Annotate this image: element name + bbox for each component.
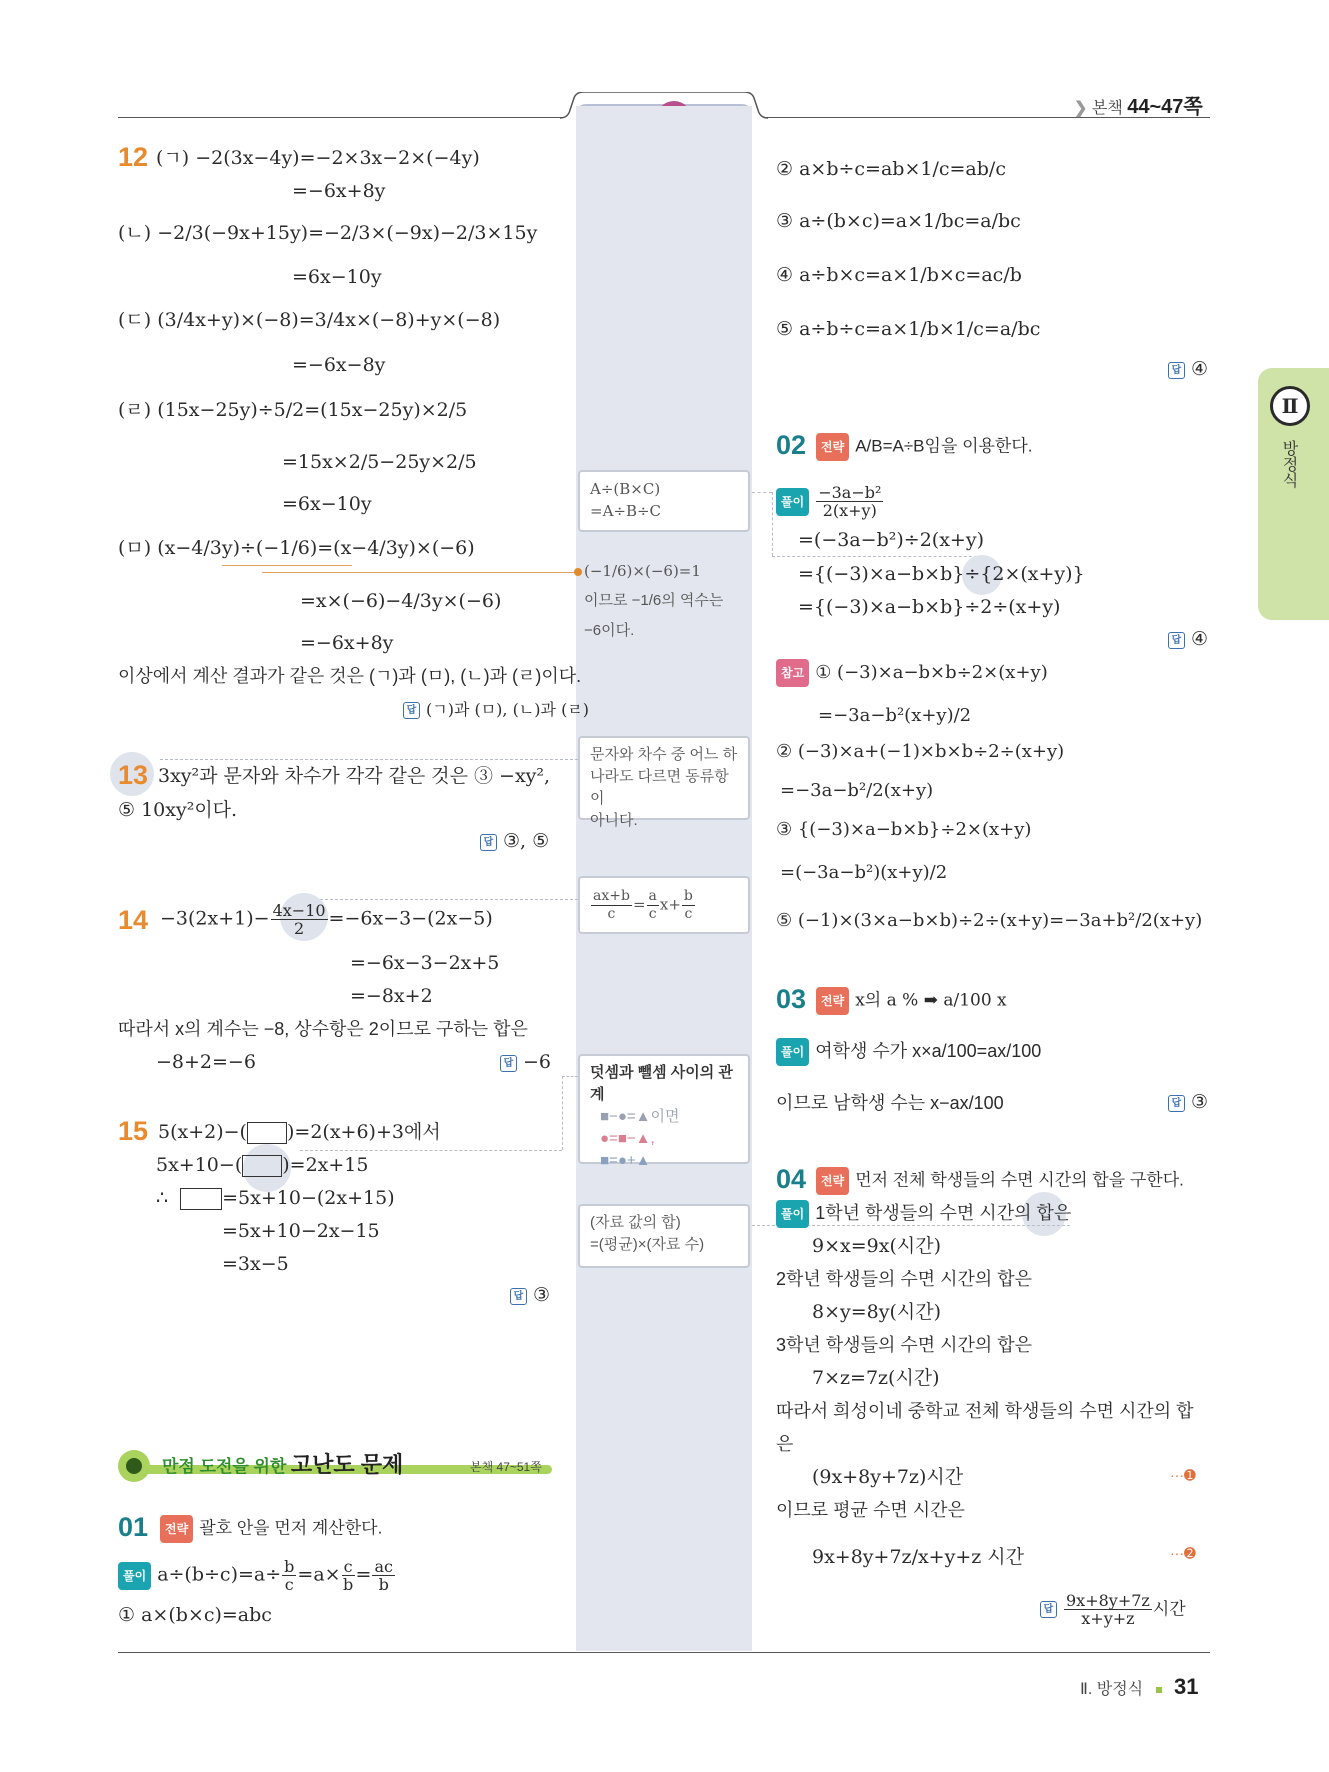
q01-item-4: ④ a÷b×c=a×1/b×c=ac/b bbox=[776, 264, 1022, 286]
note-reciprocal bbox=[584, 556, 750, 646]
q14-line-3: =−8x+2 bbox=[350, 985, 433, 1007]
q04-answer-frac bbox=[1064, 1592, 1152, 1627]
frac-num: c bbox=[343, 1557, 353, 1576]
q15-line-1 bbox=[158, 1119, 441, 1145]
q12-number: 12 bbox=[118, 142, 149, 172]
frac-num: b bbox=[284, 1557, 295, 1576]
note-5-line-1: ■−●=▲이면 bbox=[600, 1108, 680, 1125]
q02-solution-head bbox=[776, 484, 884, 519]
reference-tag: 참고 bbox=[776, 659, 809, 687]
solution-tag: 풀이 bbox=[776, 1200, 809, 1228]
q14-line-2: =−6x−3−2x+5 bbox=[350, 952, 500, 974]
q15-line-3b: =5x+10−(2x+15) bbox=[222, 1187, 395, 1209]
q04-answer bbox=[1040, 1592, 1186, 1627]
q12-line-6: =−6x−8y bbox=[292, 354, 386, 376]
q04-mark-2: ···➋ bbox=[1170, 1545, 1196, 1561]
q15-line-2b: )=2x+15 bbox=[282, 1154, 369, 1176]
q15-connector-top bbox=[562, 1076, 578, 1077]
q14-connector bbox=[300, 899, 578, 900]
q04-line-3: 2학년 학생들의 수면 시간의 합은 bbox=[776, 1269, 1033, 1289]
q01-strategy-text: 괄호 안을 먼저 계산한다. bbox=[199, 1518, 383, 1538]
q02-answer-text: ④ bbox=[1191, 628, 1209, 650]
note-4-x: x+ bbox=[659, 895, 681, 914]
q02-number: 02 bbox=[776, 430, 807, 460]
q02-strategy-text: A/B=A÷B임을 이용한다. bbox=[855, 436, 1033, 456]
q12-line-12: =−6x+8y bbox=[300, 632, 394, 654]
q01-frac-3 bbox=[372, 1558, 395, 1593]
q13-number: 13 bbox=[118, 760, 149, 790]
footer-rule bbox=[118, 1652, 1210, 1653]
q12-line-4: =6x−10y bbox=[292, 266, 382, 288]
q04-line-10: 이므로 평균 수면 시간은 bbox=[776, 1500, 965, 1520]
q12-pointer bbox=[262, 572, 580, 573]
strategy-tag: 전략 bbox=[816, 1167, 849, 1195]
q02-line-1: =(−3a−b²)÷2(x+y) bbox=[798, 529, 984, 551]
frac-num: 9x+8y+7z bbox=[1066, 1591, 1150, 1610]
q12-line-3: (ㄴ) −2/3(−9x+15y)=−2/3×(−9x)−2/3×15y bbox=[118, 222, 538, 244]
q15-connector bbox=[300, 1150, 562, 1151]
q15-answer-text: ③ bbox=[533, 1284, 551, 1306]
strategy-tag: 전략 bbox=[816, 987, 849, 1015]
q04-strategy bbox=[816, 1167, 1184, 1195]
q12-line-9: =6x−10y bbox=[282, 493, 372, 515]
footer-chapter: Ⅱ. 방정식 bbox=[1080, 1681, 1144, 1698]
solution-tag: 풀이 bbox=[118, 1562, 151, 1590]
note-5-line-2: ●=■−▲, bbox=[600, 1130, 655, 1147]
footer-separator bbox=[1156, 1687, 1162, 1693]
q15-line-3 bbox=[156, 1185, 395, 1211]
answer-icon: 답 bbox=[1040, 1601, 1057, 1618]
strategy-tag: 전략 bbox=[816, 433, 849, 461]
q04-strategy-text: 먼저 전체 학생들의 수면 시간의 합을 구한다. bbox=[855, 1170, 1184, 1190]
q02-ref-1 bbox=[776, 659, 1048, 687]
frac-den: b bbox=[342, 1575, 354, 1594]
q14-line-1 bbox=[160, 902, 493, 937]
q12-line-7: (ㄹ) (15x−25y)÷5/2=(15x−25y)×2/5 bbox=[118, 399, 468, 421]
q03-line-2: 이므로 남학생 수는 x−ax/100 bbox=[776, 1093, 1004, 1113]
q02-ref-6: =(−3a−b²)(x+y)/2 bbox=[780, 862, 948, 883]
answer-icon: 답 bbox=[510, 1288, 527, 1305]
page-ref-pages: 44~47쪽 bbox=[1127, 96, 1203, 118]
note-4-eq: = bbox=[632, 895, 646, 914]
note-average bbox=[578, 1204, 750, 1268]
q02-ref-7: ⑤ (−1)×(3×a−b×b)÷2÷(x+y)=−3a+b²/2(x+y) bbox=[776, 910, 1203, 931]
q04-line-2: 9×x=9x(시간) bbox=[812, 1235, 941, 1257]
note-division-rule bbox=[578, 470, 750, 532]
q14-answer-text: −6 bbox=[523, 1051, 552, 1073]
section-title bbox=[162, 1448, 403, 1479]
section-title-a: 만점 도전을 위한 bbox=[162, 1457, 287, 1476]
q02-ref-4: =−3a−b²/2(x+y) bbox=[780, 780, 934, 801]
q13-answer bbox=[480, 830, 549, 852]
q15-number: 15 bbox=[118, 1116, 149, 1146]
frac-den: c bbox=[607, 906, 616, 922]
frac-num: −3a−b² bbox=[818, 483, 882, 502]
q03-answer bbox=[1168, 1091, 1208, 1113]
q03-answer-text: ③ bbox=[1191, 1091, 1209, 1113]
note-3-line-1: 문자와 차수 중 어느 하 bbox=[590, 746, 738, 763]
note-1-line-2: =A÷B÷C bbox=[590, 502, 662, 520]
solution-tag: 풀이 bbox=[776, 488, 809, 516]
q12-line-10: (ㅁ) (x−4/3y)÷(−1/6)=(x−4/3y)×(−6) bbox=[118, 537, 475, 559]
note-4-frac-1 bbox=[591, 888, 632, 923]
chapter-numeral: Ⅱ bbox=[1270, 386, 1310, 426]
q04-answer-unit: 시간 bbox=[1152, 1599, 1186, 1619]
q14-fraction bbox=[271, 902, 328, 937]
page-number: 31 bbox=[1174, 1674, 1199, 1699]
solution-tag: 풀이 bbox=[776, 1038, 809, 1066]
note-2-line-1: (−1/6)×(−6)=1 bbox=[584, 562, 701, 580]
note-2-line-3: −6이다. bbox=[584, 622, 635, 639]
q04-line-5: 3학년 학생들의 수면 시간의 합은 bbox=[776, 1335, 1033, 1355]
frac-den: 2(x+y) bbox=[822, 501, 877, 520]
note-5-title: 덧셈과 뺄셈 사이의 관계 bbox=[590, 1064, 733, 1103]
q15-connector-v bbox=[562, 1076, 563, 1150]
q14-line-1a: −3(2x+1)− bbox=[160, 907, 270, 930]
q03-strategy bbox=[816, 987, 1007, 1015]
q15-therefore: ∴ bbox=[156, 1187, 169, 1209]
q04-line-11: 9x+8y+7z/x+y+z 시간 bbox=[812, 1546, 1025, 1568]
q02-connector bbox=[752, 492, 772, 493]
q14-line-1b: =−6x−3−(2x−5) bbox=[328, 907, 493, 930]
note-5-line-3: ■=●+▲ bbox=[600, 1152, 651, 1169]
q01-frac-1 bbox=[282, 1558, 296, 1593]
frac-den: c bbox=[648, 906, 657, 922]
answer-icon: 답 bbox=[480, 834, 497, 851]
blank-box bbox=[247, 1122, 287, 1144]
q14-line-4: 따라서 x의 계수는 −8, 상수항은 2이므로 구하는 합은 bbox=[118, 1019, 528, 1039]
blank-box bbox=[180, 1188, 222, 1210]
q13-answer-text: ③, ⑤ bbox=[503, 830, 550, 852]
frac-num: ax+b bbox=[593, 888, 630, 904]
q02-ref-3: ② (−3)×a+(−1)×b×b÷2÷(x+y) bbox=[776, 741, 1065, 762]
q01-answer-text: ④ bbox=[1191, 358, 1209, 380]
q15-line-2 bbox=[156, 1152, 368, 1178]
q01-frac-2 bbox=[342, 1558, 355, 1593]
q12-pointer-dot bbox=[574, 568, 582, 576]
blank-box bbox=[242, 1155, 282, 1177]
q01-item-2: ② a×b÷c=ab×1/c=ab/c bbox=[776, 158, 1006, 180]
q14-frac-den: 2 bbox=[293, 919, 305, 938]
frac-num: ac bbox=[374, 1557, 393, 1576]
section-banner-dot bbox=[118, 1450, 150, 1482]
q01-item-5: ⑤ a÷b÷c=a×1/b×1/c=a/bc bbox=[776, 318, 1041, 340]
frac-den: x+y+z bbox=[1081, 1609, 1135, 1628]
q04-line-9: (9x+8y+7z)시간 bbox=[812, 1466, 964, 1488]
q01-strategy bbox=[160, 1515, 382, 1543]
q14-line-5: −8+2=−6 bbox=[156, 1051, 256, 1073]
answer-icon: 답 bbox=[500, 1055, 517, 1072]
note-3-line-3: 아니다. bbox=[590, 812, 638, 829]
q04-line-1-text: 1학년 학생들의 수면 시간의 합은 bbox=[815, 1203, 1072, 1223]
q12-line-5: (ㄷ) (3/4x+y)×(−8)=3/4x×(−8)+y×(−8) bbox=[118, 309, 501, 331]
note-6-line-2: =(평균)×(자료 수) bbox=[590, 1236, 705, 1253]
q12-answer bbox=[403, 697, 589, 720]
q12-answer-text: (ㄱ)과 (ㅁ), (ㄴ)과 (ㄹ) bbox=[426, 700, 590, 719]
q02-ref-2: =−3a−b²(x+y)/2 bbox=[818, 705, 972, 726]
q02-line-3: ={(−3)×a−b×b}÷2÷(x+y) bbox=[798, 596, 1061, 618]
answer-icon: 답 bbox=[403, 702, 420, 719]
frac-num: a bbox=[648, 888, 657, 904]
frac-num: b bbox=[683, 888, 693, 904]
frac-den: b bbox=[378, 1575, 389, 1594]
frac-den: c bbox=[284, 1575, 294, 1594]
q04-number: 04 bbox=[776, 1164, 807, 1194]
note-3-line-2: 나라도 다르면 동류항이 bbox=[590, 768, 729, 807]
page-ref-prefix: 본책 bbox=[1091, 100, 1123, 117]
q01-solution bbox=[118, 1558, 396, 1593]
q13-line-1: 3xy²과 문자와 차수가 각각 같은 것은 ③ −xy², bbox=[158, 765, 551, 787]
note-add-subtract bbox=[578, 1054, 750, 1169]
q02-ref-5: ③ {(−3)×a−b×b}÷2×(x+y) bbox=[776, 819, 1032, 840]
q01-sol-c: = bbox=[355, 1563, 372, 1586]
note-6-line-1: (자료 값의 합) bbox=[590, 1214, 681, 1231]
chevron-right-icon: ❯ bbox=[1074, 100, 1088, 117]
q03-line-1-text: 여학생 수가 x×a/100=ax/100 bbox=[815, 1041, 1042, 1061]
q01-item-1: ① a×(b×c)=abc bbox=[118, 1604, 272, 1626]
section-ref: 본책 47~51쪽 bbox=[470, 1460, 542, 1474]
q02-connector-b bbox=[772, 556, 982, 557]
q02-line-2: ={(−3)×a−b×b}÷{2×(x+y)} bbox=[798, 563, 1085, 585]
q03-line-1 bbox=[776, 1038, 1041, 1066]
q15-line-5: =3x−5 bbox=[222, 1253, 289, 1275]
q04-line-4: 8×y=8y(시간) bbox=[812, 1301, 942, 1323]
q12-underline bbox=[222, 565, 352, 566]
q14-answer bbox=[500, 1051, 551, 1073]
q04-mark-1: ···➊ bbox=[1170, 1467, 1196, 1483]
q12-line-1: (ㄱ) −2(3x−4y)=−2×3x−2×(−4y) bbox=[156, 147, 480, 169]
note-4-frac-3 bbox=[682, 888, 695, 923]
q15-line-4: =5x+10−2x−15 bbox=[222, 1220, 380, 1242]
chapter-side-tab bbox=[1258, 368, 1329, 620]
q02-answer bbox=[1168, 628, 1208, 650]
q12-line-8: =15x×2/5−25y×2/5 bbox=[282, 451, 477, 473]
q02-connector-v bbox=[772, 492, 773, 556]
q03-number: 03 bbox=[776, 984, 807, 1014]
q14-number: 14 bbox=[118, 905, 149, 935]
q04-line-6: 7×z=7z(시간) bbox=[812, 1367, 940, 1389]
q15-line-1a: 5(x+2)−( bbox=[158, 1121, 247, 1143]
q01-sol-a: a÷(b÷c)=a÷ bbox=[157, 1563, 282, 1586]
note-like-terms bbox=[578, 736, 750, 829]
q15-line-1b: )=2(x+6)+3에서 bbox=[286, 1121, 441, 1143]
q15-line-2a: 5x+10−( bbox=[156, 1154, 243, 1176]
q03-strategy-text: x의 a % ➡ a/100 x bbox=[855, 990, 1007, 1011]
chapter-label: 방정식 bbox=[1280, 440, 1297, 488]
q12-line-11: =x×(−6)−4/3y×(−6) bbox=[300, 590, 502, 612]
q02-ref-line-1: ① (−3)×a−b×b÷2×(x+y) bbox=[815, 662, 1048, 683]
q02-strategy bbox=[816, 433, 1033, 461]
note-1-line-1: A÷(B×C) bbox=[590, 480, 661, 498]
q13-line-2: ⑤ 10xy²이다. bbox=[118, 799, 238, 821]
q12-line-2: =−6x+8y bbox=[292, 180, 386, 202]
note-fraction-split bbox=[578, 876, 750, 934]
q13-connector bbox=[160, 759, 578, 760]
q01-answer bbox=[1168, 358, 1208, 380]
answer-icon: 답 bbox=[1168, 1095, 1185, 1112]
q01-number: 01 bbox=[118, 1512, 149, 1542]
q01-item-3: ③ a÷(b×c)=a×1/bc=a/bc bbox=[776, 210, 1021, 232]
answer-icon: 답 bbox=[1168, 362, 1185, 379]
page-ref bbox=[1074, 90, 1203, 119]
strategy-tag: 전략 bbox=[160, 1515, 193, 1543]
answer-icon: 답 bbox=[1168, 632, 1185, 649]
q04-line-8: 은 bbox=[776, 1434, 794, 1454]
q14-frac-num: 4x−10 bbox=[272, 901, 326, 920]
section-title-b: 고난도 문제 bbox=[290, 1452, 404, 1477]
q12-conclusion: 이상에서 계산 결과가 같은 것은 (ㄱ)과 (ㅁ), (ㄴ)과 (ㄹ)이다. bbox=[118, 666, 582, 686]
note-2-line-2: 이므로 −1/6의 역수는 bbox=[584, 592, 724, 609]
q15-answer bbox=[510, 1284, 550, 1306]
frac-den: c bbox=[684, 906, 693, 922]
q01-sol-b: =a× bbox=[297, 1563, 341, 1586]
footer bbox=[1080, 1674, 1199, 1700]
q02-frac bbox=[816, 484, 883, 519]
note-4-frac-2 bbox=[647, 888, 659, 923]
q04-line-7: 따라서 희성이네 중학교 전체 학생들의 수면 시간의 합 bbox=[776, 1401, 1194, 1421]
q04-line-1 bbox=[776, 1200, 1071, 1228]
